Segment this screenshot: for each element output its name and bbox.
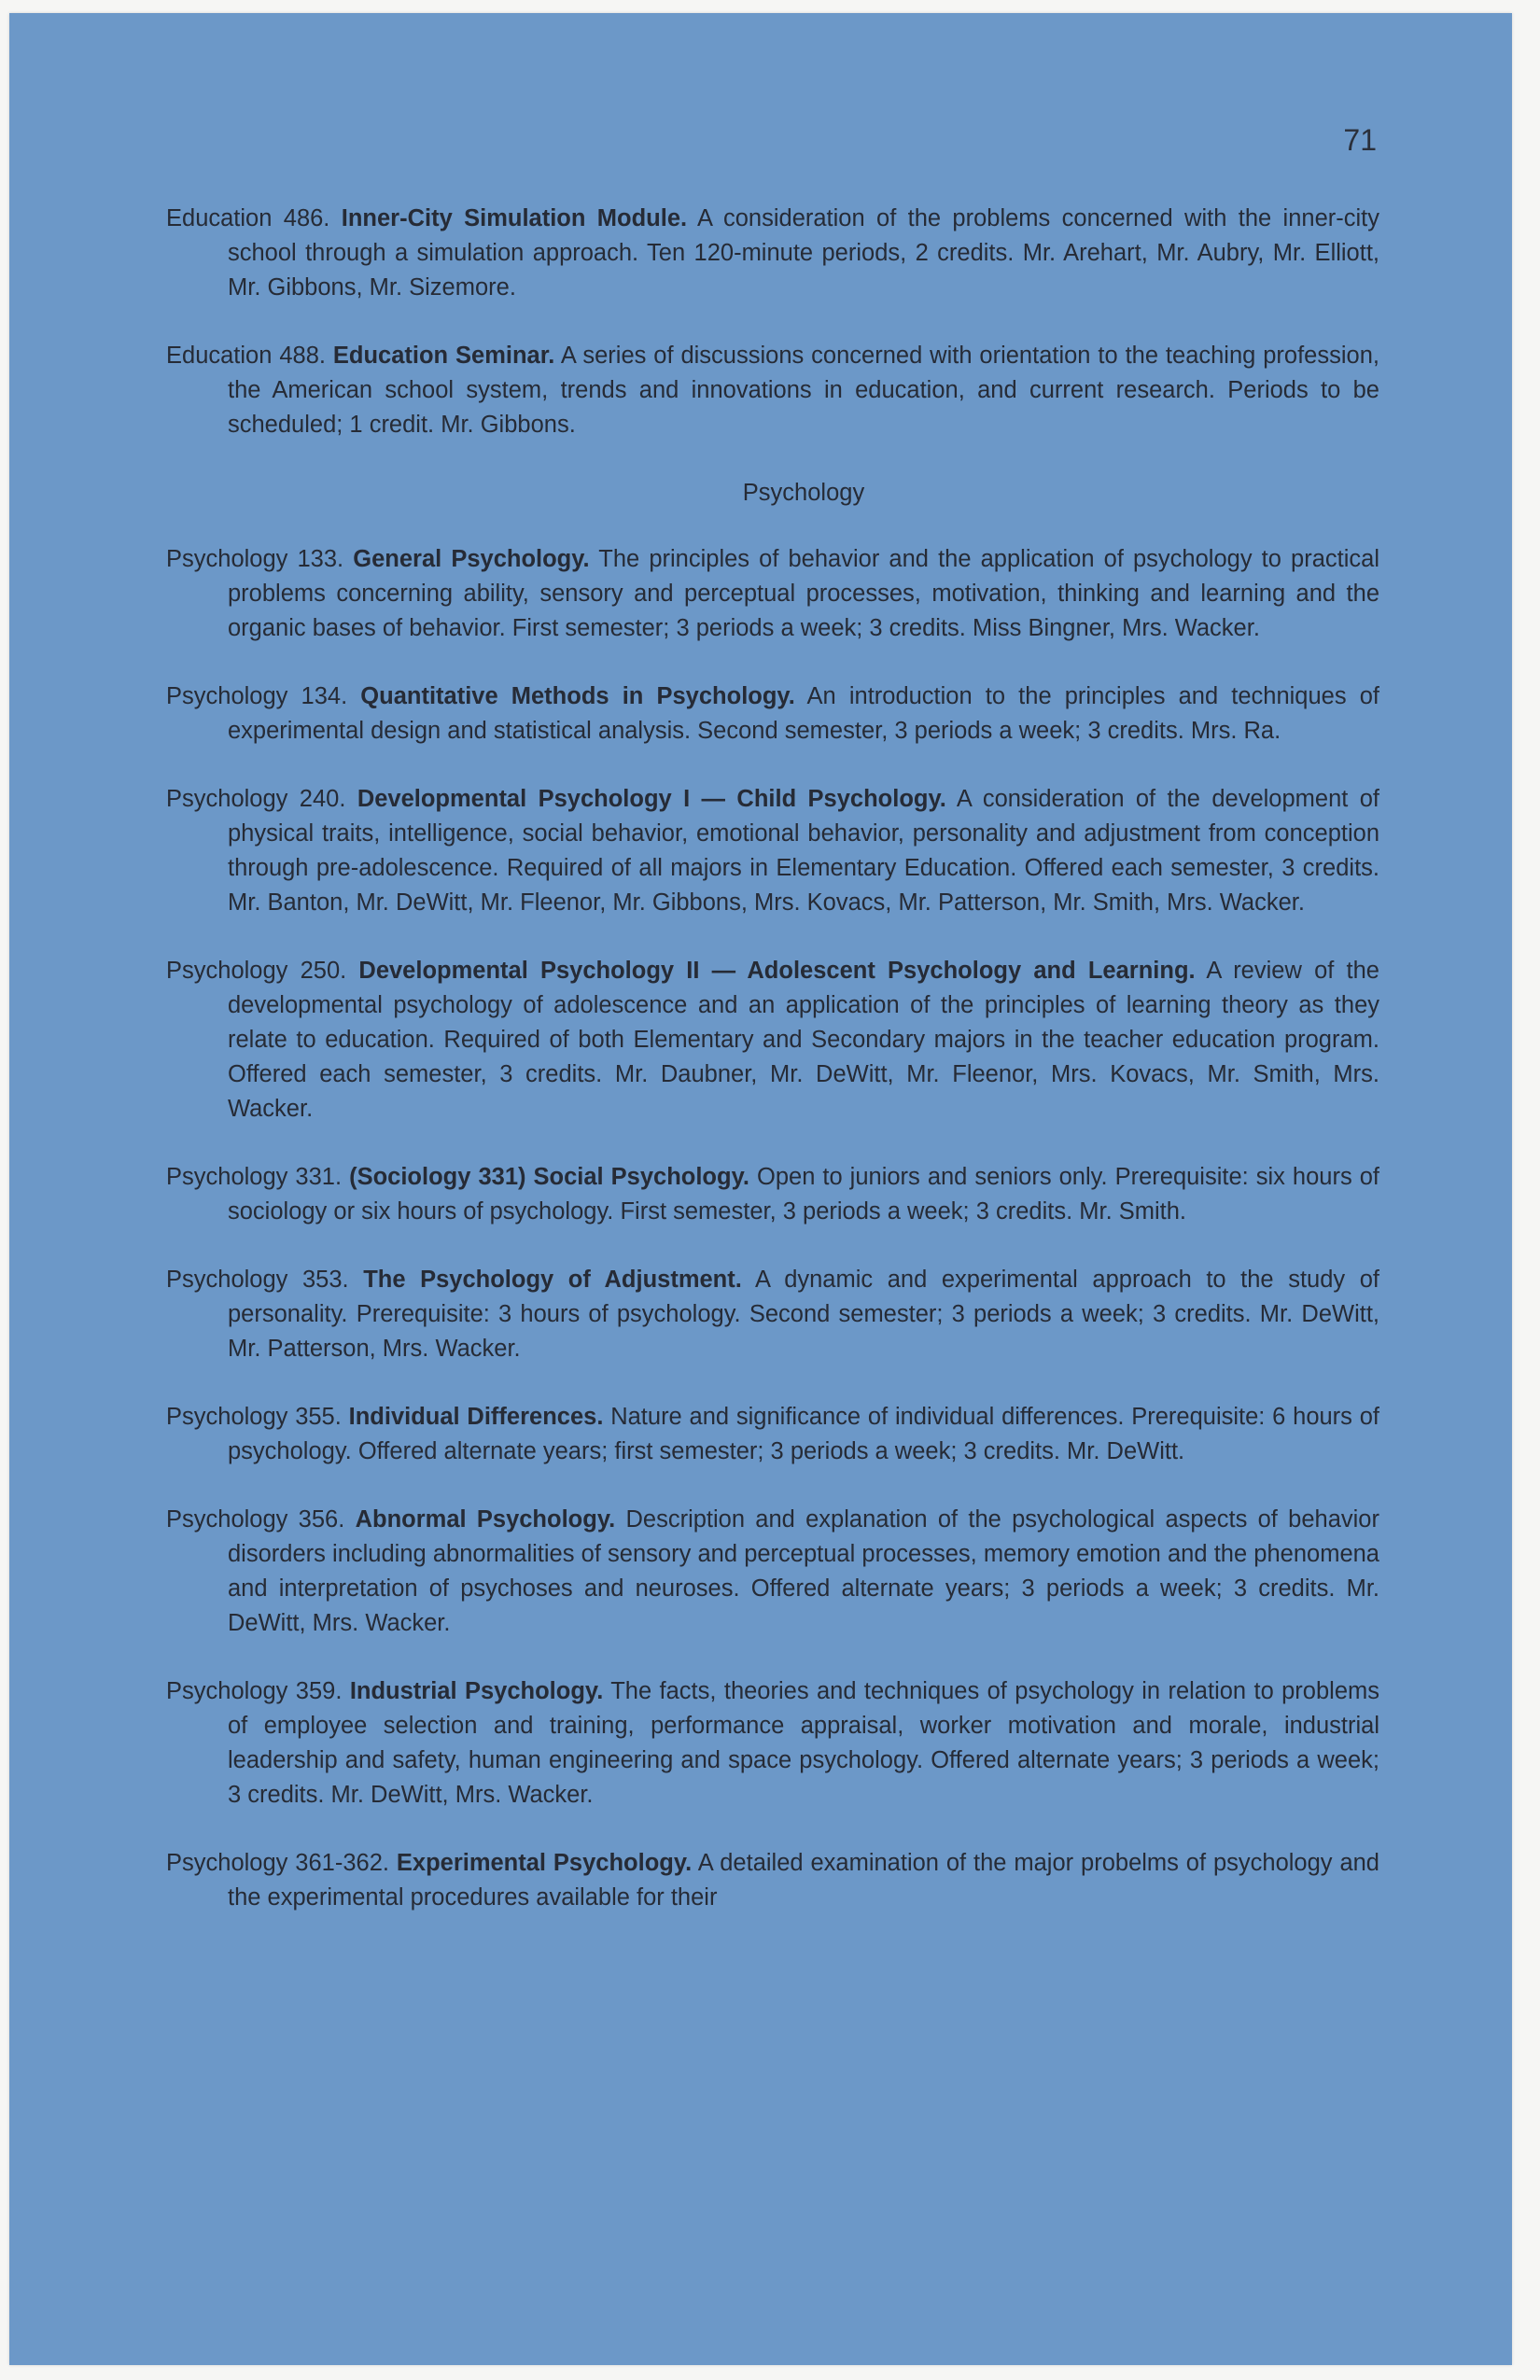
catalog-page [9, 13, 1512, 2365]
course-entry [166, 1400, 1379, 1469]
course-title: General Psychology. [353, 546, 590, 572]
course-description: The principles of behavior and the application of psychology to practical problems concerning ability, sensory and perceptual processes, motivation, thinking and learning and the organic bases of behavior. First semester; 3 periods a week; 3 credits. Miss Bingner, Mrs. Wacker. [228, 546, 1379, 641]
course-code: Education 488. [166, 343, 326, 369]
course-entry [166, 202, 1379, 305]
course-code: Psychology 134. [166, 683, 348, 709]
course-code: Psychology 353. [166, 1267, 349, 1293]
psychology-courses [166, 542, 1379, 1915]
section-heading: Psychology [742, 480, 865, 506]
course-title: (Sociology 331) Social Psychology. [349, 1164, 749, 1190]
course-entry [166, 1503, 1379, 1641]
course-description: A dynamic and experimental approach to the study of personality. Prerequisite: 3 hours of psychology. Second semester; 3 periods a week; 3 credits. Mr. DeWitt, Mr. Patterson, Mrs. Wacker. [228, 1267, 1379, 1362]
course-description: Description and explanation of the psychological aspects of behavior disorders including abnormalities of sensory and perceptual processes, memory emotion and the phenomena and interpretation of psychoses and neuroses. Offered alternate years; 3 periods a week; 3 credits. Mr. DeWitt, Mrs. Wacker. [228, 1506, 1379, 1636]
course-title: Quantitative Methods in Psychology. [360, 683, 795, 709]
course-description: An introduction to the principles and techniques of experimental design and statistical analysis. Second semester, 3 periods a week; 3 credits. Mrs. Ra. [228, 683, 1379, 744]
education-courses [166, 202, 1379, 442]
course-title: Individual Differences. [348, 1404, 604, 1430]
course-entry [166, 679, 1379, 749]
course-code: Psychology 355. [166, 1404, 342, 1430]
course-code: Psychology 356. [166, 1506, 345, 1533]
course-description: A review of the developmental psychology of adolescence and an application of the principles of learning theory as they relate to education. Required of both Elementary and Secondary majors in the teacher education program. Offered each semester, 3 credits. Mr. Daubner, Mr. DeWitt, Mr. Fleenor, Mrs. Kovacs, Mr. Smith, Mrs. Wacker. [228, 958, 1379, 1122]
course-title: Inner-City Simulation Module. [341, 205, 688, 231]
course-description: A consideration of the development of physical traits, intelligence, social behavior, emotional behavior, personality and adjustment from conception through pre-adolescence. Required of all majors in Elementary Education. Offered each semester, 3 credits. Mr. Banton, Mr. DeWitt, Mr. Fleenor, Mr. Gibbons, Mrs. Kovacs, Mr. Patterson, Mr. Smith, Mrs. Wacker. [228, 786, 1380, 916]
course-title: The Psychology of Adjustment. [363, 1267, 742, 1293]
course-entry [166, 782, 1379, 920]
course-entry [166, 954, 1379, 1127]
course-code: Education 486. [166, 205, 330, 231]
course-entry [166, 1263, 1379, 1366]
course-code: Psychology 240. [166, 786, 346, 812]
course-description: The facts, theories and techniques of psychology in relation to problems of employee selection and training, performance appraisal, worker motivation and morale, industrial leadership and safety, human engineering and space psychology. Offered alternate years; 3 periods a week; 3 credits. Mr. DeWitt, Mrs. Wacker. [228, 1678, 1380, 1808]
course-entry [166, 1160, 1379, 1229]
course-code: Psychology 359. [166, 1678, 343, 1704]
course-listing [166, 202, 1379, 1949]
course-entry [166, 1674, 1379, 1813]
course-entry [166, 542, 1379, 646]
course-description: A consideration of the problems concerned with the inner-city school through a simulation approach. Ten 120-minute periods, 2 credits. Mr. Arehart, Mr. Aubry, Mr. Elliott, Mr. Gibbons, Mr. Sizemore. [228, 205, 1379, 301]
course-title: Developmental Psychology I — Child Psychology. [357, 786, 946, 812]
course-description: Nature and significance of individual differences. Prerequisite: 6 hours of psychology. Offered alternate years; first semester; 3 periods a week; 3 credits. Mr. DeWitt. [228, 1404, 1379, 1464]
course-description: Open to juniors and seniors only. Prerequisite: six hours of sociology or six hours of psychology. First semester, 3 periods a week; 3 credits. Mr. Smith. [228, 1164, 1380, 1225]
course-title: Abnormal Psychology. [355, 1506, 616, 1533]
page-number: 71 [1343, 123, 1377, 157]
course-description: A detailed examination of the major probelms of psychology and the experimental procedures available for their [228, 1850, 1379, 1911]
course-code: Psychology 133. [166, 546, 344, 572]
course-title: Developmental Psychology II — Adolescent Psychology and Learning. [358, 958, 1196, 984]
course-description: A series of discussions concerned with orientation to the teaching profession, the American school system, trends and innovations in education, and current research. Periods to be scheduled; 1 credit. Mr. Gibbons. [228, 343, 1379, 438]
course-title: Industrial Psychology. [349, 1678, 604, 1704]
course-code: Psychology 331. [166, 1164, 343, 1190]
course-entry [166, 339, 1379, 442]
course-title: Education Seminar. [332, 343, 555, 369]
course-title: Experimental Psychology. [396, 1850, 693, 1876]
course-code: Psychology 361-362. [166, 1850, 389, 1876]
course-entry [166, 1846, 1379, 1915]
course-code: Psychology 250. [166, 958, 347, 984]
